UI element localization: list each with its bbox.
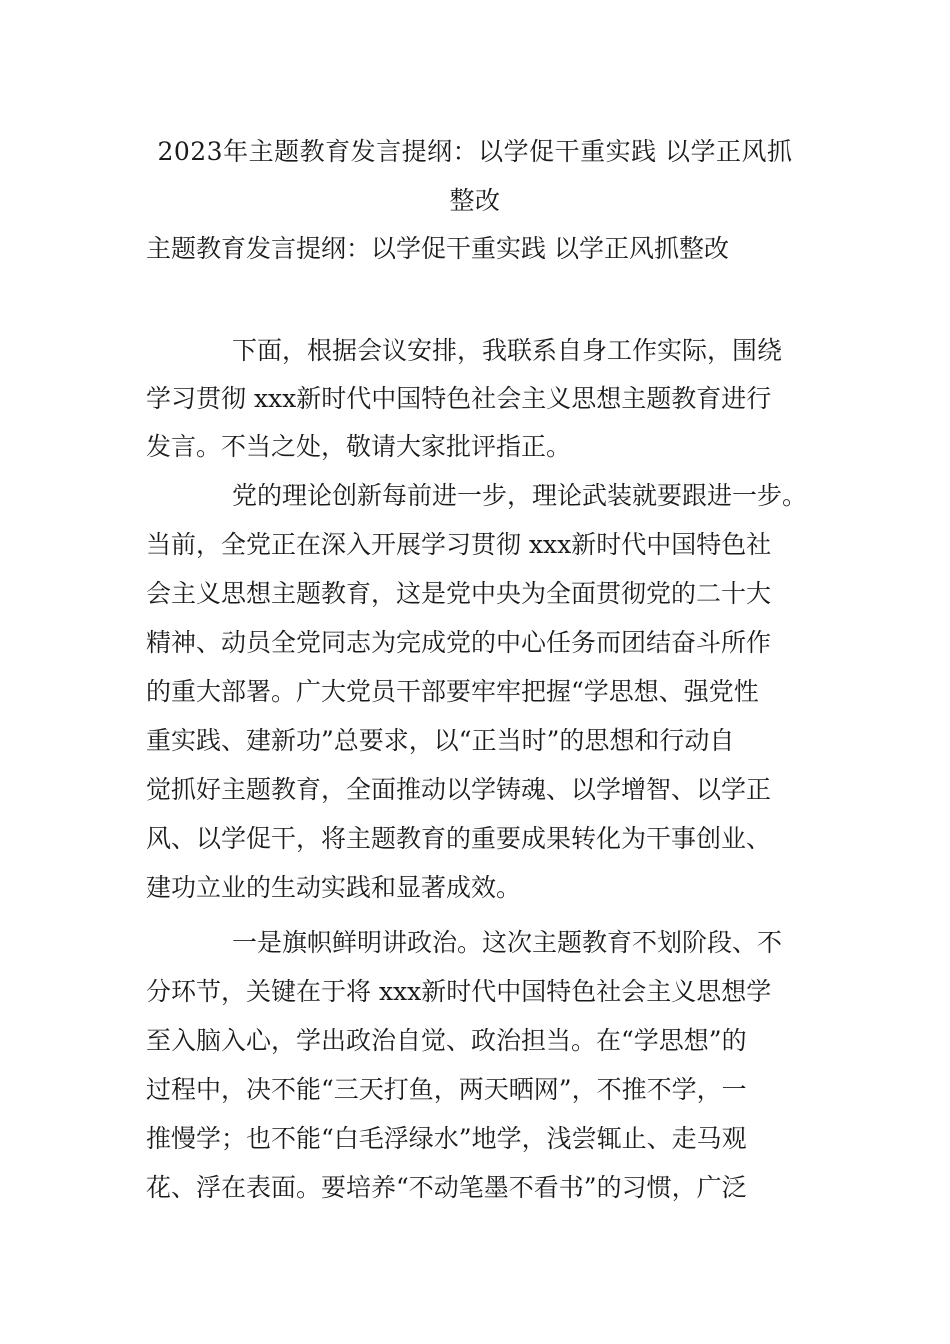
body-line: 建功立业的生动实践和显著成效。 bbox=[146, 873, 522, 902]
body-line: 一是旗帜鲜明讲政治。这次主题教育不划阶段、不 bbox=[232, 928, 783, 957]
body-line: 花、浮在表面。要培养“不动笔墨不看书”的习惯，广泛 bbox=[146, 1173, 747, 1202]
body-line: 当前，全党正在深入开展学习贯彻 xxx新时代中国特色社 bbox=[146, 530, 772, 559]
document-subtitle: 主题教育发言提纲：以学促干重实践 以学正风抓整改 bbox=[146, 234, 729, 263]
document-title-line-2: 整改 bbox=[449, 186, 501, 215]
body-line: 推慢学；也不能“白毛浮绿水”地学，浅尝辄止、走马观 bbox=[146, 1124, 747, 1153]
body-line: 风、以学促干，将主题教育的重要成果转化为干事创业、 bbox=[146, 824, 772, 853]
body-line: 过程中，决不能“三天打鱼，两天晒网”，不推不学，一 bbox=[146, 1075, 747, 1104]
body-line: 至入脑入心，学出政治自觉、政治担当。在“学思想”的 bbox=[146, 1026, 747, 1055]
body-line: 精神、动员全党同志为完成党的中心任务而团结奋斗所作 bbox=[146, 628, 772, 657]
body-line: 发言。不当之处，敬请大家批评指正。 bbox=[146, 432, 572, 461]
body-line: 下面，根据会议安排，我联系自身工作实际，围绕 bbox=[232, 336, 783, 365]
body-line: 党的理论创新每前进一步，理论武装就要跟进一步。 bbox=[232, 481, 808, 510]
document-title-line-1: 2023年主题教育发言提纲：以学促干重实践 以学正风抓 bbox=[157, 137, 793, 166]
body-line: 会主义思想主题教育，这是党中央为全面贯彻党的二十大 bbox=[146, 579, 772, 608]
body-line: 学习贯彻 xxx新时代中国特色社会主义思想主题教育进行 bbox=[146, 384, 772, 413]
body-line: 觉抓好主题教育，全面推动以学铸魂、以学增智、以学正 bbox=[146, 775, 772, 804]
body-line: 分环节，关键在于将 xxx新时代中国特色社会主义思想学 bbox=[146, 977, 772, 1006]
body-line: 重实践、建新功”总要求，以“正当时”的思想和行动自 bbox=[146, 726, 735, 755]
body-line: 的重大部署。广大党员干部要牢牢把握“学思想、强党性 bbox=[146, 677, 759, 706]
